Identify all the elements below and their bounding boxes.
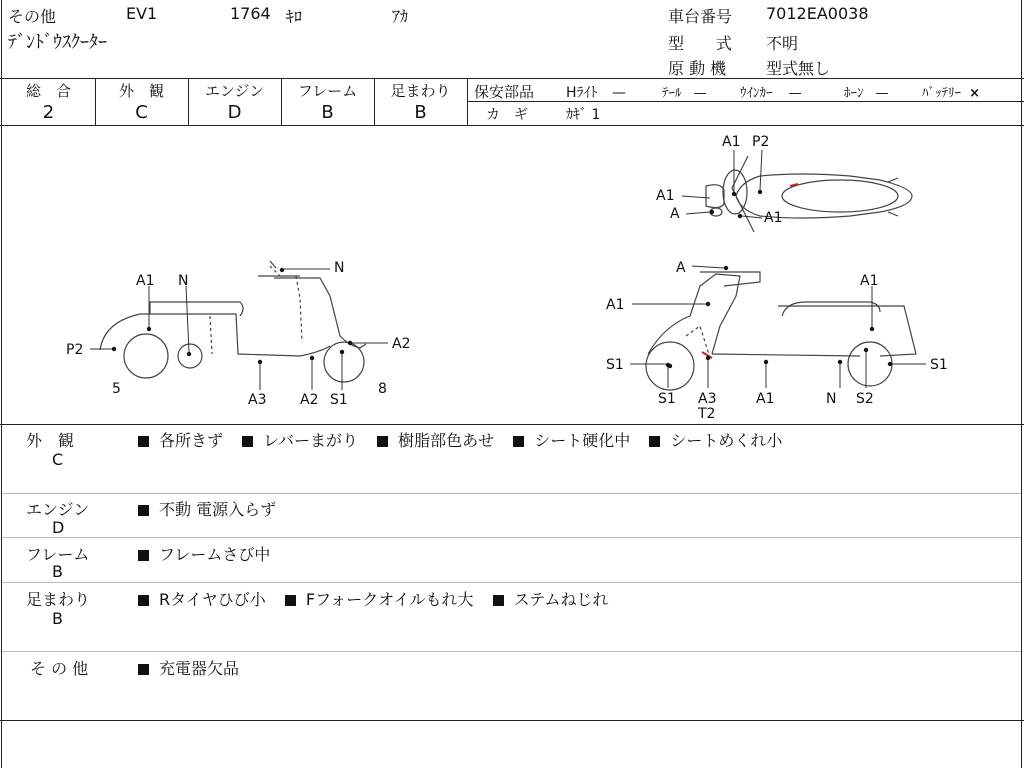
damage-diagram: [0, 126, 1024, 424]
label-S2: S2: [856, 391, 874, 407]
label-A1: A1: [136, 273, 155, 289]
engine-label: 原 動 機: [668, 59, 727, 78]
remark-category-exterior: 外 観: [26, 431, 75, 450]
label-A1: A1: [606, 297, 625, 313]
frame-no-value: 7012EA0038: [766, 4, 869, 23]
key-value: ｶｷﾞ 1: [566, 107, 601, 123]
remark-items-frame: フレームさび中: [138, 542, 270, 565]
label-N: N: [826, 391, 837, 407]
scooter-right-view: [646, 272, 916, 390]
grade-label-frame: フレーム: [297, 82, 358, 100]
label-T2: T2: [698, 406, 716, 422]
label-A2: A2: [300, 392, 319, 408]
grade-label-exterior: 外 観: [118, 82, 164, 100]
grade-value-engine: D: [227, 102, 242, 123]
grade-top-line: [0, 78, 1024, 79]
safety-item-tail: ﾃｰﾙ —: [662, 86, 707, 101]
remark-category-other: そ の 他: [30, 659, 89, 678]
label-S1: S1: [930, 357, 948, 373]
safety-item-headlight: Hﾗｲﾄ —: [566, 85, 626, 101]
label-A1: A1: [756, 391, 775, 407]
bullet-icon: [377, 436, 388, 447]
label-A1: A1: [860, 273, 879, 289]
safety-label: 保安部品: [474, 83, 535, 101]
remarks-divider: [2, 651, 1021, 652]
remark-grade-exterior: C: [52, 450, 64, 469]
category-text: その他: [8, 7, 57, 26]
color-text: ｱｶ: [392, 7, 409, 26]
remark-items-exterior: 各所きず レバーまがり 樹脂部色あせ シート硬化中 シートめくれ小: [138, 428, 782, 451]
label-N: N: [178, 273, 189, 289]
key-label: カ ギ: [486, 107, 528, 123]
label-N: N: [334, 260, 345, 276]
grade-divider: [467, 78, 468, 125]
grade-value-overall: 2: [42, 102, 55, 123]
vehicle-name: ﾃﾞﾝﾄﾞｳｽｸｰﾀｰ: [8, 32, 107, 53]
label-A1: A1: [764, 210, 783, 226]
label-A1: A1: [722, 134, 741, 150]
bullet-icon: [138, 505, 149, 516]
engine-value: 型式無し: [766, 59, 831, 78]
label-P2: P2: [66, 342, 84, 358]
bullet-icon: [493, 595, 504, 606]
left-leaders: [90, 269, 388, 390]
label-A1: A1: [656, 188, 675, 204]
bullet-icon: [138, 664, 149, 675]
remark-grade-suspension: B: [52, 609, 63, 628]
label-A2: A2: [392, 336, 411, 352]
grade-value-exterior: C: [135, 102, 148, 123]
remarks-divider: [2, 493, 1021, 494]
remark-grade-frame: B: [52, 562, 63, 581]
remark-category-engine: エンジン: [26, 500, 90, 519]
label-A: A: [676, 260, 686, 276]
grade-value-frame: B: [321, 102, 334, 123]
label-S1: S1: [658, 391, 676, 407]
right-leaders: [630, 266, 926, 388]
safety-item-winker: ｳｲﾝｶｰ —: [740, 86, 802, 101]
bullet-icon: [138, 550, 149, 561]
bullet-icon: [138, 436, 149, 447]
remark-category-frame: フレーム: [26, 545, 90, 564]
frame-no-label: 車台番号: [668, 7, 733, 26]
bullet-icon: [513, 436, 524, 447]
grade-label-engine: エンジン: [204, 82, 265, 100]
bullet-icon: [649, 436, 660, 447]
bullet-icon: [138, 595, 149, 606]
label-P2: P2: [752, 134, 770, 150]
safety-mid-line: [467, 101, 1024, 102]
safety-item-horn: ﾎｰﾝ —: [844, 86, 889, 101]
remark-grade-engine: D: [52, 518, 65, 537]
model-label: 型 式: [668, 34, 733, 53]
label-5: 5: [112, 381, 121, 397]
remarks-divider: [2, 537, 1021, 538]
grade-label-overall: 総 合: [25, 82, 71, 100]
label-A3: A3: [248, 392, 267, 408]
model-code-text: EV1: [126, 4, 158, 23]
scooter-top-view: [706, 156, 912, 232]
remarks-bottom-line: [0, 720, 1024, 721]
safety-item-battery: ﾊﾞｯﾃﾘｰ ×: [922, 86, 981, 101]
label-A3: A3: [698, 391, 717, 407]
mileage-value: 1764: [230, 4, 271, 23]
label-S1: S1: [330, 392, 348, 408]
remark-category-suspension: 足まわり: [26, 590, 91, 609]
remark-items-other: 充電器欠品: [138, 656, 239, 679]
remark-items-suspension: Rタイヤひび小 Fフォークオイルもれ大 ステムねじれ: [138, 587, 609, 610]
model-value: 不明: [766, 34, 799, 53]
bullet-icon: [242, 436, 253, 447]
bullet-icon: [285, 595, 296, 606]
top-leaders: [682, 150, 762, 218]
diagram-bottom-line: [0, 424, 1024, 425]
label-8: 8: [378, 381, 387, 397]
remarks-divider: [2, 582, 1021, 583]
label-S1: S1: [606, 357, 624, 373]
label-A: A: [670, 206, 680, 222]
right-points: [666, 266, 892, 368]
remark-items-engine: 不動 電源入らず: [138, 497, 276, 520]
grade-value-suspension: B: [414, 102, 427, 123]
mileage-unit: ｷﾛ: [286, 7, 303, 26]
grade-label-suspension: 足まわり: [390, 82, 451, 100]
